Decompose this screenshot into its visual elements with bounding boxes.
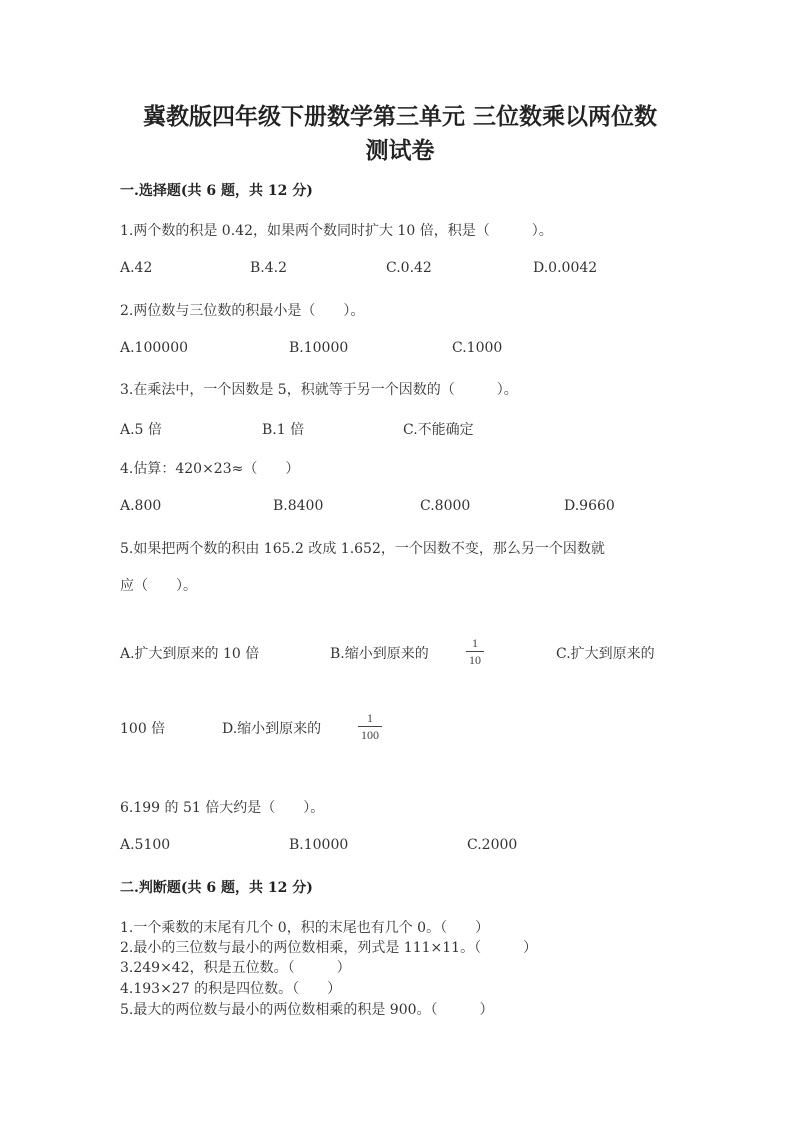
fraction-bar — [466, 651, 484, 652]
question-6: 6.199 的 51 倍大约是（ ）。 — [120, 800, 325, 816]
question-3: 3.在乘法中，一个因数是 5，积就等于另一个因数的（ ）。 — [120, 382, 518, 398]
q1-option-b: B.4.2 — [250, 260, 288, 276]
q3-option-a: A.5 倍 — [120, 422, 162, 438]
q3-option-c: C.不能确定 — [403, 422, 474, 438]
judge-item-1: 1.一个乘数的末尾有几个 0，积的末尾也有几个 0。（ ） — [120, 920, 490, 936]
q5-fraction-b — [466, 637, 484, 666]
fraction-denominator: 10 — [469, 653, 481, 667]
q2-option-b: B.10000 — [289, 340, 349, 356]
judge-item-2: 2.最小的三位数与最小的两位数相乘，列式是 111×11。（ ） — [120, 940, 538, 956]
q4-option-c: C.8000 — [420, 498, 471, 514]
question-5: 5.如果把两个数的积由 165.2 改成 1.652，一个因数不变，那么另一个因数就 — [120, 541, 605, 557]
q6-option-b: B.10000 — [289, 837, 349, 853]
question-2: 2.两位数与三位数的积最小是（ ）。 — [120, 303, 365, 319]
judge-item-4: 4.193×27 的积是四位数。（ ） — [120, 981, 342, 997]
judge-item-5: 5.最大的两位数与最小的两位数相乘的积是 900。（ ） — [120, 1002, 494, 1018]
q4-option-d: D.9660 — [564, 498, 615, 514]
question-5-cont: 应（ ）。 — [120, 578, 197, 594]
question-1: 1.两个数的积是 0.42，如果两个数同时扩大 10 倍，积是（ ）。 — [120, 223, 553, 239]
q2-option-a: A.100000 — [120, 340, 189, 356]
q5-option-b: B.缩小到原来的 — [330, 646, 429, 662]
q1-option-d: D.0.0042 — [533, 260, 598, 276]
fraction-numerator: 1 — [367, 711, 373, 725]
q4-option-b: B.8400 — [273, 498, 324, 514]
q3-option-b: B.1 倍 — [262, 422, 305, 438]
question-4: 4.估算：420×23≈（ ） — [120, 461, 300, 477]
page-title: 冀教版四年级下册数学第三单元 三位数乘以两位数 — [142, 103, 657, 130]
section-heading-judge: 二.判断题(共 6 题，共 12 分) — [120, 880, 313, 896]
q5-option-c-cont: 100 倍 — [120, 721, 166, 737]
fraction-bar — [358, 726, 382, 727]
q6-option-a: A.5100 — [120, 837, 171, 853]
q2-option-c: C.1000 — [452, 340, 503, 356]
q6-option-c: C.2000 — [467, 837, 518, 853]
q5-option-a: A.扩大到原来的 10 倍 — [120, 646, 260, 662]
q5-option-d: D.缩小到原来的 — [222, 721, 322, 737]
q5-option-c: C.扩大到原来的 — [556, 646, 655, 662]
judge-item-3: 3.249×42，积是五位数。（ ） — [120, 960, 351, 976]
fraction-denominator: 100 — [361, 728, 379, 742]
q4-option-a: A.800 — [120, 498, 162, 514]
page-title-line2: 测试卷 — [365, 137, 435, 164]
q1-option-c: C.0.42 — [386, 260, 432, 276]
q5-fraction-d — [358, 712, 382, 741]
fraction-numerator: 1 — [472, 636, 478, 650]
section-heading-choice: 一.选择题(共 6 题，共 12 分) — [120, 183, 313, 199]
q1-option-a: A.42 — [120, 260, 153, 276]
